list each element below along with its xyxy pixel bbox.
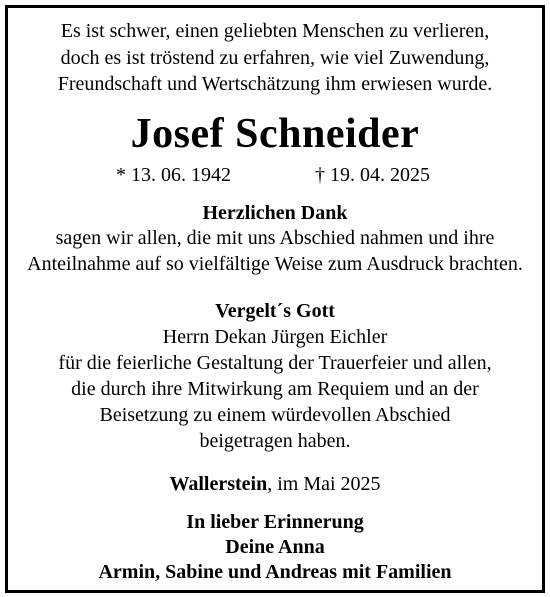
vergelts-line: für die feierliche Gestaltung der Trauerfeier und allen, [58, 352, 492, 374]
death-date: † 19. 04. 2025 [315, 164, 430, 186]
vergelts-heading: Vergelt´s Gott [215, 300, 335, 322]
place-date-text: , im Mai 2025 [267, 473, 381, 495]
vergelts-line: die durch ihre Mitwirkung am Requiem und an der [71, 378, 479, 400]
place-date [8, 472, 542, 496]
vergelts-line: Herrn Dekan Jürgen Eichler [162, 326, 388, 348]
vergelts-line: Beisetzung zu einem würdevollen Abschied [99, 404, 451, 426]
thanks-heading: Herzlichen Dank [202, 202, 348, 224]
thanks-line: Anteilnahme auf so vielfältige Weise zum Ausdruck brachten. [27, 253, 523, 275]
thanks-line: sagen wir allen, die mit uns Abschied nahmen und ihre [55, 227, 495, 249]
signoff-line: Armin, Sabine und Andreas mit Familien [98, 561, 452, 583]
intro-line: doch es ist tröstend zu erfahren, wie viel Zuwendung, [60, 47, 490, 69]
vergelts-line: beigetragen haben. [199, 430, 351, 452]
notice-border [5, 5, 545, 593]
intro-line: Freundschaft und Wertschätzung ihm erwiesen wurde. [57, 73, 493, 95]
obituary-notice [8, 8, 542, 590]
intro-line: Es ist schwer, einen geliebten Menschen zu verlieren, [60, 20, 490, 42]
signoff-line: In lieber Erinnerung [186, 511, 364, 533]
signoff-line: Deine Anna [225, 536, 325, 558]
birth-date: * 13. 06. 1942 [116, 164, 231, 186]
deceased-name: Josef Schneider [130, 111, 420, 157]
place-town: Wallerstein [169, 473, 268, 495]
